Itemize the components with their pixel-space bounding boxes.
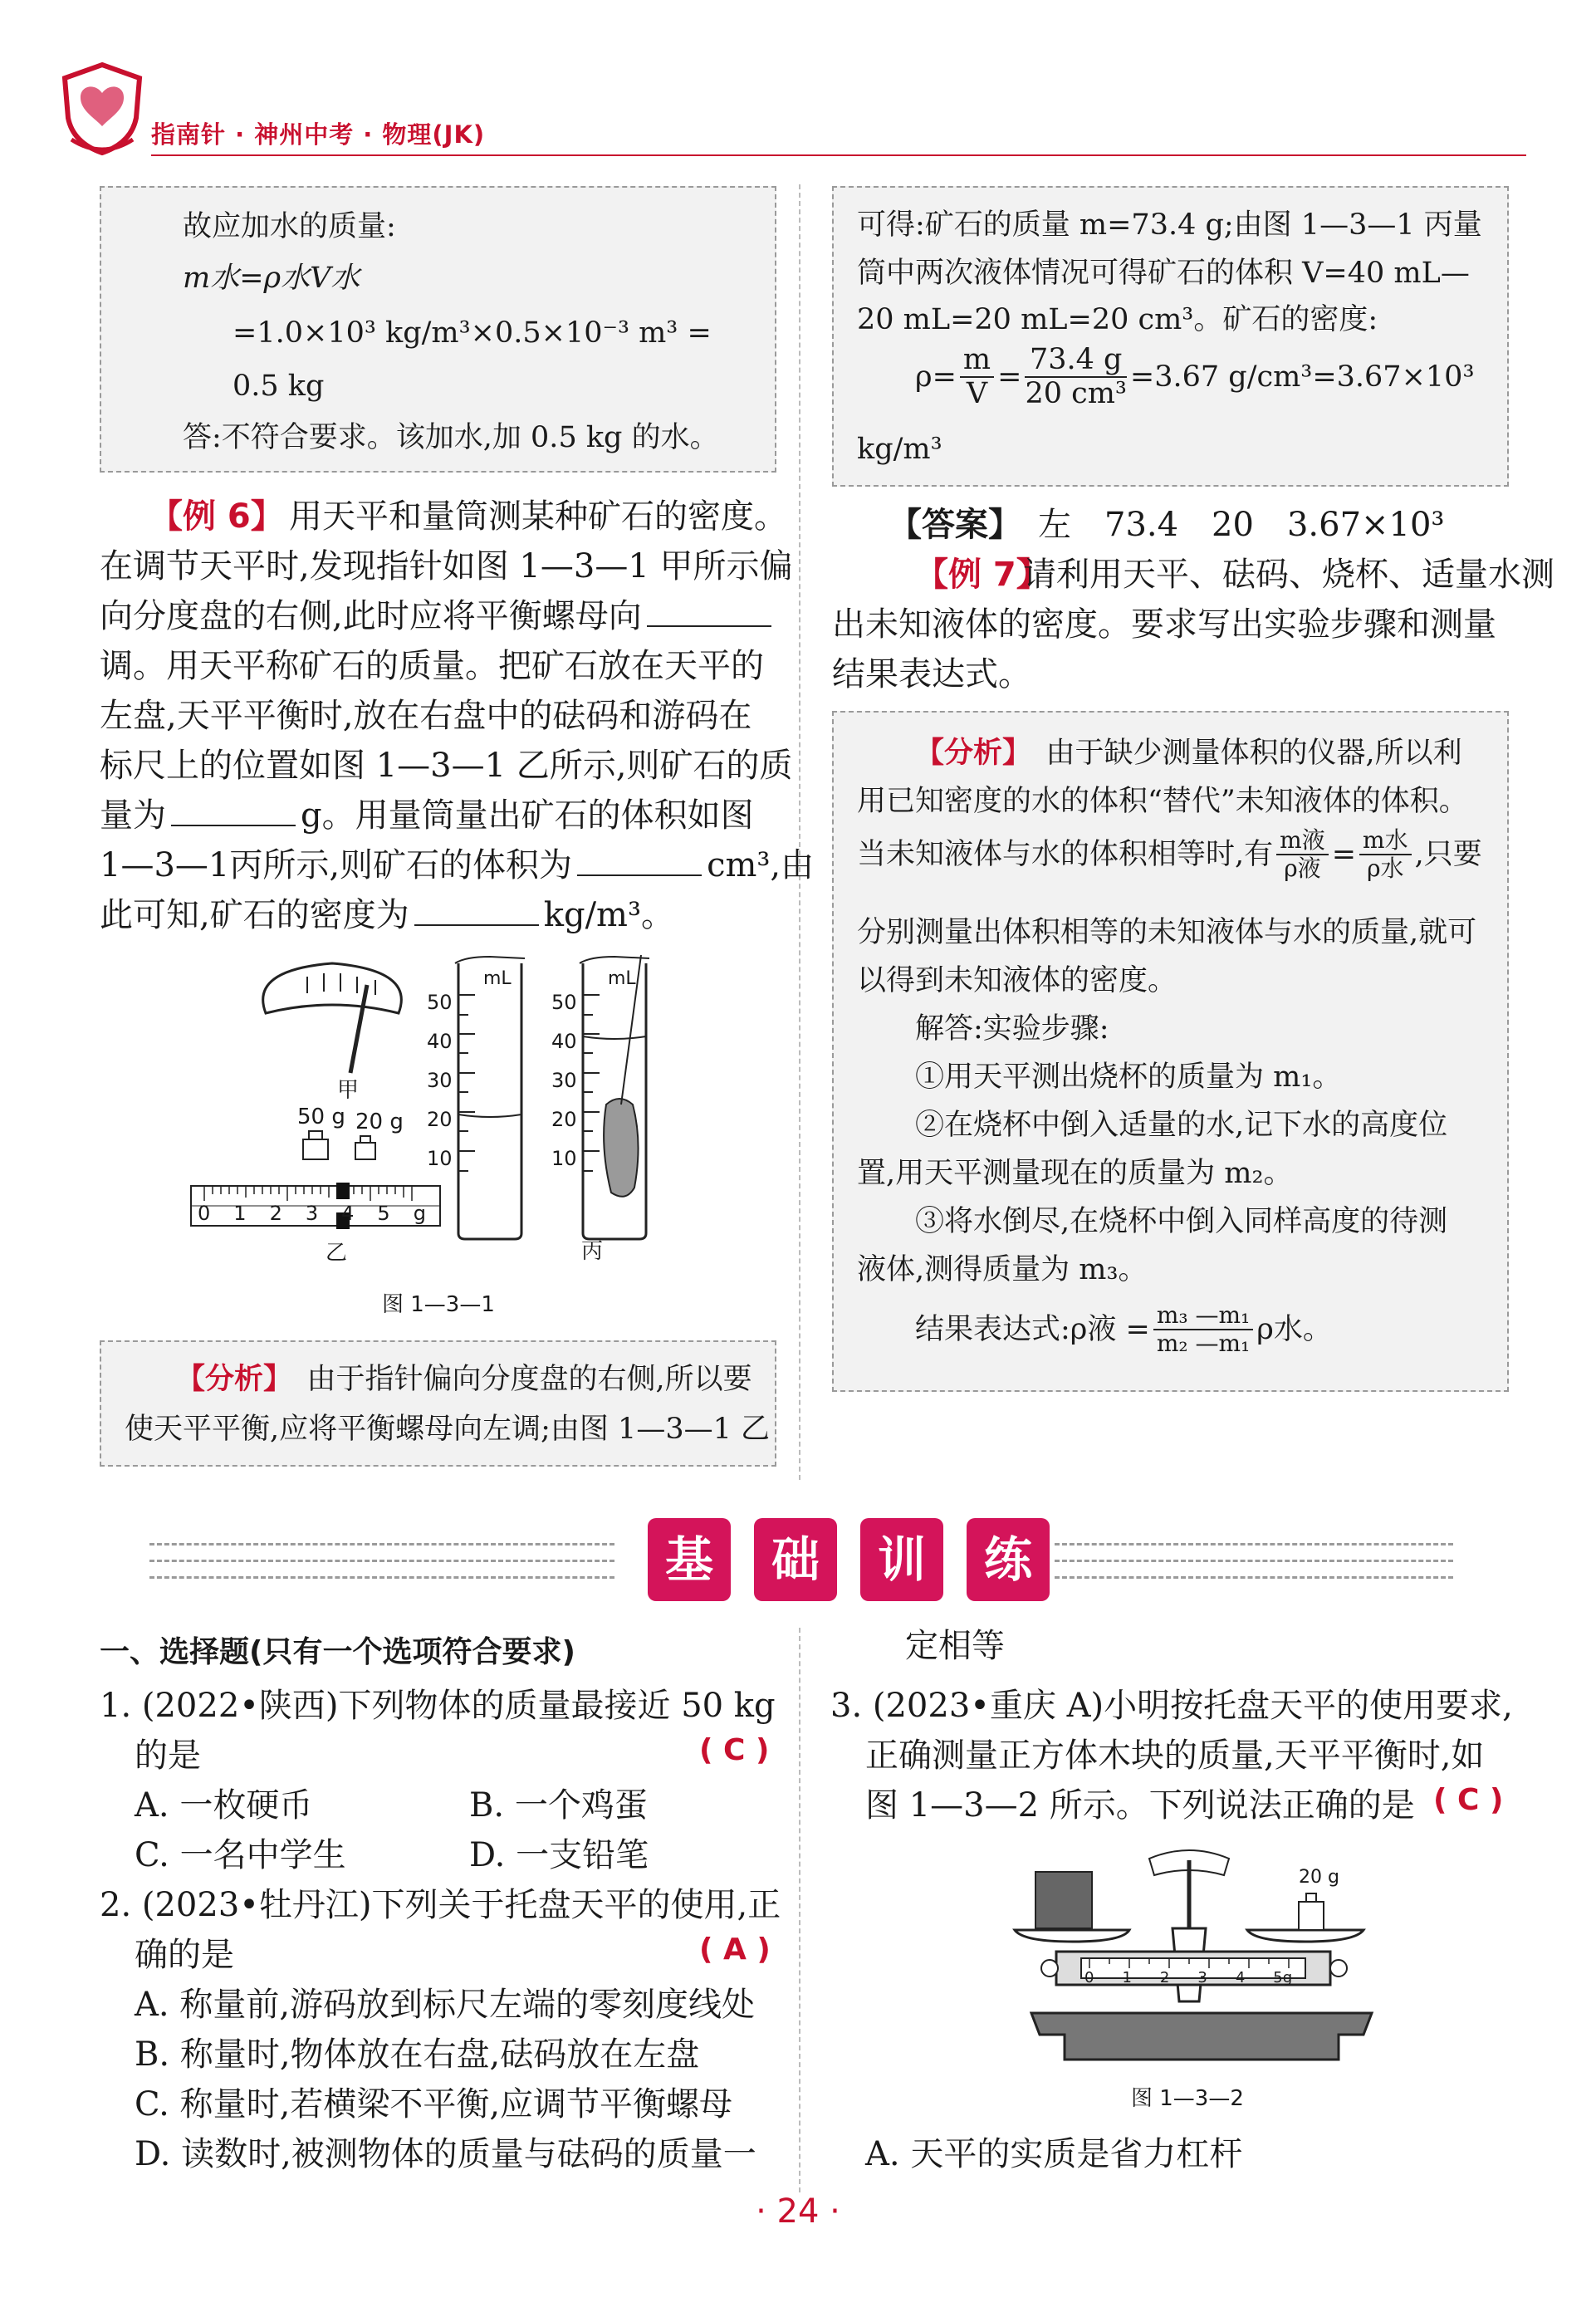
example7-line: 请利用天平、砝码、烧杯、适量水测 bbox=[1023, 556, 1554, 594]
answer-blank bbox=[647, 625, 771, 627]
example6-line: 量为 g。用量筒量出矿石的体积如图 bbox=[100, 796, 754, 835]
cyl-ticks: 50 40 30 20 10 bbox=[427, 991, 453, 1170]
q2-option: D. 读数时,被测物体的质量与砝码的质量一 bbox=[135, 2135, 756, 2173]
publisher-logo bbox=[56, 60, 148, 158]
answer-blank bbox=[171, 824, 296, 826]
q1-stem: 1. (2022•陕西)下列物体的质量最接近 50 kg bbox=[100, 1687, 776, 1725]
weight-label: 20 g bbox=[1299, 1867, 1339, 1888]
analysis-line: 分别测量出体积相等的未知液体与水的质量,就可 bbox=[857, 916, 1477, 949]
answer6: 【答案】 左 73.4 20 3.67×10³ bbox=[889, 506, 1445, 544]
analysis-line: 使天平平衡,应将平衡螺母向左调;由图 1—3—1 乙 bbox=[125, 1413, 770, 1446]
column-divider bbox=[799, 184, 800, 1480]
box-line: 20 mL=20 mL=20 cm³。矿石的密度: bbox=[857, 303, 1378, 336]
analysis6-box bbox=[100, 1340, 776, 1467]
q2-option-continued: 定相等 bbox=[905, 1627, 1005, 1665]
analysis-line: 解答:实验步骤: bbox=[915, 1012, 1109, 1046]
example6-line: 用天平和量筒测某种矿石的密度。 bbox=[289, 497, 787, 536]
q1-option: D. 一支铅笔 bbox=[469, 1836, 649, 1874]
example6-line: 此可知,矿石的密度为 kg/m³。 bbox=[100, 896, 675, 934]
column-divider bbox=[799, 1628, 800, 2192]
result-formula: 结果表达式:ρ液 = $\frac{\text{m₃ —m₁}}{\text{m₂ —m₁}}$ ρ水。 bbox=[915, 1301, 1332, 1357]
analysis-line: 【分析】 由于缺少测量体积的仪器,所以利 bbox=[915, 737, 1462, 770]
label-yi: 乙 bbox=[326, 1241, 348, 1266]
example7-line: 结果表达式。 bbox=[832, 655, 1031, 693]
example6-line: 1—3—1丙所示,则矿石的体积为 cm³,由 bbox=[100, 846, 815, 884]
analysis-line: 以得到未知液体的密度。 bbox=[857, 964, 1177, 997]
weight-label: 20 g bbox=[355, 1110, 404, 1134]
box-line: 答:不符合要求。该加水,加 0.5 kg 的水。 bbox=[183, 421, 719, 454]
q2-option: A. 称量前,游码放到标尺左端的零刻度线处 bbox=[135, 1986, 756, 2024]
q3-stem: 3. (2023•重庆 A)小明按托盘天平的使用要求, bbox=[830, 1687, 1513, 1725]
example6-line: 在调节天平时,发现指针如图 1—3—1 甲所示偏 bbox=[100, 547, 793, 585]
example6-line: 左盘,天平平衡时,放在右盘中的砝码和游码在 bbox=[100, 697, 752, 735]
divider bbox=[149, 1543, 614, 1545]
scale-ticks: 0 1 2 3 4 5g bbox=[1084, 1969, 1293, 1986]
q1-stem: 的是 bbox=[135, 1737, 201, 1775]
header-rule bbox=[151, 154, 1526, 156]
header-title: 指南针 · 神州中考 · 物理(JK) bbox=[151, 120, 486, 149]
q2-answer: ( A ) bbox=[699, 1932, 771, 1967]
figure-1-3-1 bbox=[174, 947, 772, 1279]
q3-stem: 正确测量正方体木块的质量,天平平衡时,如 bbox=[865, 1737, 1485, 1775]
q3-stem: 图 1—3—2 所示。下列说法正确的是 bbox=[865, 1786, 1415, 1825]
q1-option: A. 一枚硬币 bbox=[135, 1786, 313, 1825]
answer-blank bbox=[577, 874, 702, 876]
divider bbox=[1055, 1543, 1453, 1545]
weight-label: 50 g bbox=[297, 1105, 345, 1129]
analysis-line: 液体,测得质量为 m₃。 bbox=[857, 1253, 1148, 1286]
example7-line: 出未知液体的密度。要求写出实验步骤和测量 bbox=[832, 605, 1496, 644]
solution-box-top-left bbox=[100, 186, 776, 473]
example6-line: 向分度盘的右侧,此时应将平衡螺母向 bbox=[100, 600, 776, 633]
box-line: 故应加水的质量: bbox=[183, 210, 396, 243]
q3-option: A. 天平的实质是省力杠杆 bbox=[865, 2135, 1243, 2173]
label-jia: 甲 bbox=[337, 1078, 360, 1103]
q2-stem: 2. (2023•牡丹江)下列关于托盘天平的使用,正 bbox=[100, 1886, 781, 1924]
cyl-unit: mL bbox=[483, 968, 512, 989]
box-line: m水=ρ水V水 bbox=[183, 262, 360, 295]
analysis-line: 【分析】 由于指针偏向分度盘的右侧,所以要 bbox=[176, 1363, 752, 1396]
box-line: kg/m³ bbox=[857, 433, 942, 466]
analysis-line: ②在烧杯中倒入适量的水,记下水的高度位 bbox=[915, 1109, 1448, 1142]
q2-option: B. 称量时,物体放在右盘,砝码放在左盘 bbox=[135, 2035, 700, 2074]
page-number: · 24 · bbox=[756, 2192, 840, 2231]
box-line: 筒中两次液体情况可得矿石的体积 V=40 mL— bbox=[857, 257, 1470, 290]
analysis-line: ③将水倒尽,在烧杯中倒入同样高度的待测 bbox=[915, 1205, 1448, 1238]
example6-line: 标尺上的位置如图 1—3—1 乙所示,则矿石的质 bbox=[100, 747, 793, 785]
q1-option: C. 一名中学生 bbox=[135, 1836, 346, 1874]
q1-answer: ( C ) bbox=[699, 1733, 770, 1767]
section-header bbox=[149, 1518, 1455, 1609]
q2-stem: 确的是 bbox=[135, 1936, 234, 1974]
section-title: 基 础 训 练 bbox=[648, 1518, 1050, 1601]
part-title: 一、选择题(只有一个选项符合要求) bbox=[100, 1635, 575, 1669]
box-line: =1.0×10³ kg/m³×0.5×10⁻³ m³ = bbox=[233, 316, 712, 350]
analysis-formula-line: 当未知液体与水的体积相等时,有 $\frac{\text{m液}}{\text{ρ液}}$ = $\frac{\text{m水}}{\text{ρ水}}$ ,只要 bbox=[857, 826, 1482, 882]
analysis7-box bbox=[832, 711, 1509, 1392]
divider bbox=[149, 1576, 614, 1579]
label-bing: 丙 bbox=[581, 1239, 604, 1264]
q2-option: C. 称量时,若横梁不平衡,应调节平衡螺母 bbox=[135, 2085, 733, 2124]
figure-caption: 图 1—3—2 bbox=[1131, 2086, 1244, 2111]
q1-option: B. 一个鸡蛋 bbox=[469, 1786, 648, 1825]
divider bbox=[1055, 1576, 1453, 1579]
cyl-unit: mL bbox=[608, 968, 636, 989]
example6-tag: 【例 6】 bbox=[149, 497, 284, 536]
analysis-line: 置,用天平测量现在的质量为 m₂。 bbox=[857, 1157, 1293, 1190]
example7-tag: 【例 7】 bbox=[915, 556, 1050, 594]
scale-ticks: 0 1 2 3 4 5 g bbox=[198, 1202, 426, 1225]
answer-blank bbox=[414, 923, 539, 926]
box-line: 可得:矿石的质量 m=73.4 g;由图 1—3—1 丙量 bbox=[857, 208, 1482, 242]
figure-1-3-2 bbox=[1006, 1835, 1397, 2076]
divider bbox=[1055, 1560, 1453, 1562]
q3-answer: ( C ) bbox=[1433, 1783, 1504, 1817]
analysis-line: 用已知密度的水的体积“替代”未知液体的体积。 bbox=[857, 785, 1468, 818]
box-line: 0.5 kg bbox=[233, 370, 325, 403]
solution-box-top-right bbox=[832, 186, 1509, 487]
divider bbox=[149, 1560, 614, 1562]
example6-line: 调。用天平称矿石的质量。把矿石放在天平的 bbox=[100, 647, 764, 685]
cyl-ticks: 50 40 30 20 10 bbox=[551, 991, 577, 1170]
analysis-line: ①用天平测出烧杯的质量为 m₁。 bbox=[915, 1061, 1342, 1094]
density-formula: ρ= $\frac{m}{V}$ = $\frac{73.4 g}{\text{20 cm³}}$ =3.67 g/cm³=3.67×10³ bbox=[915, 343, 1475, 410]
figure-caption: 图 1—3—1 bbox=[382, 1292, 495, 1317]
